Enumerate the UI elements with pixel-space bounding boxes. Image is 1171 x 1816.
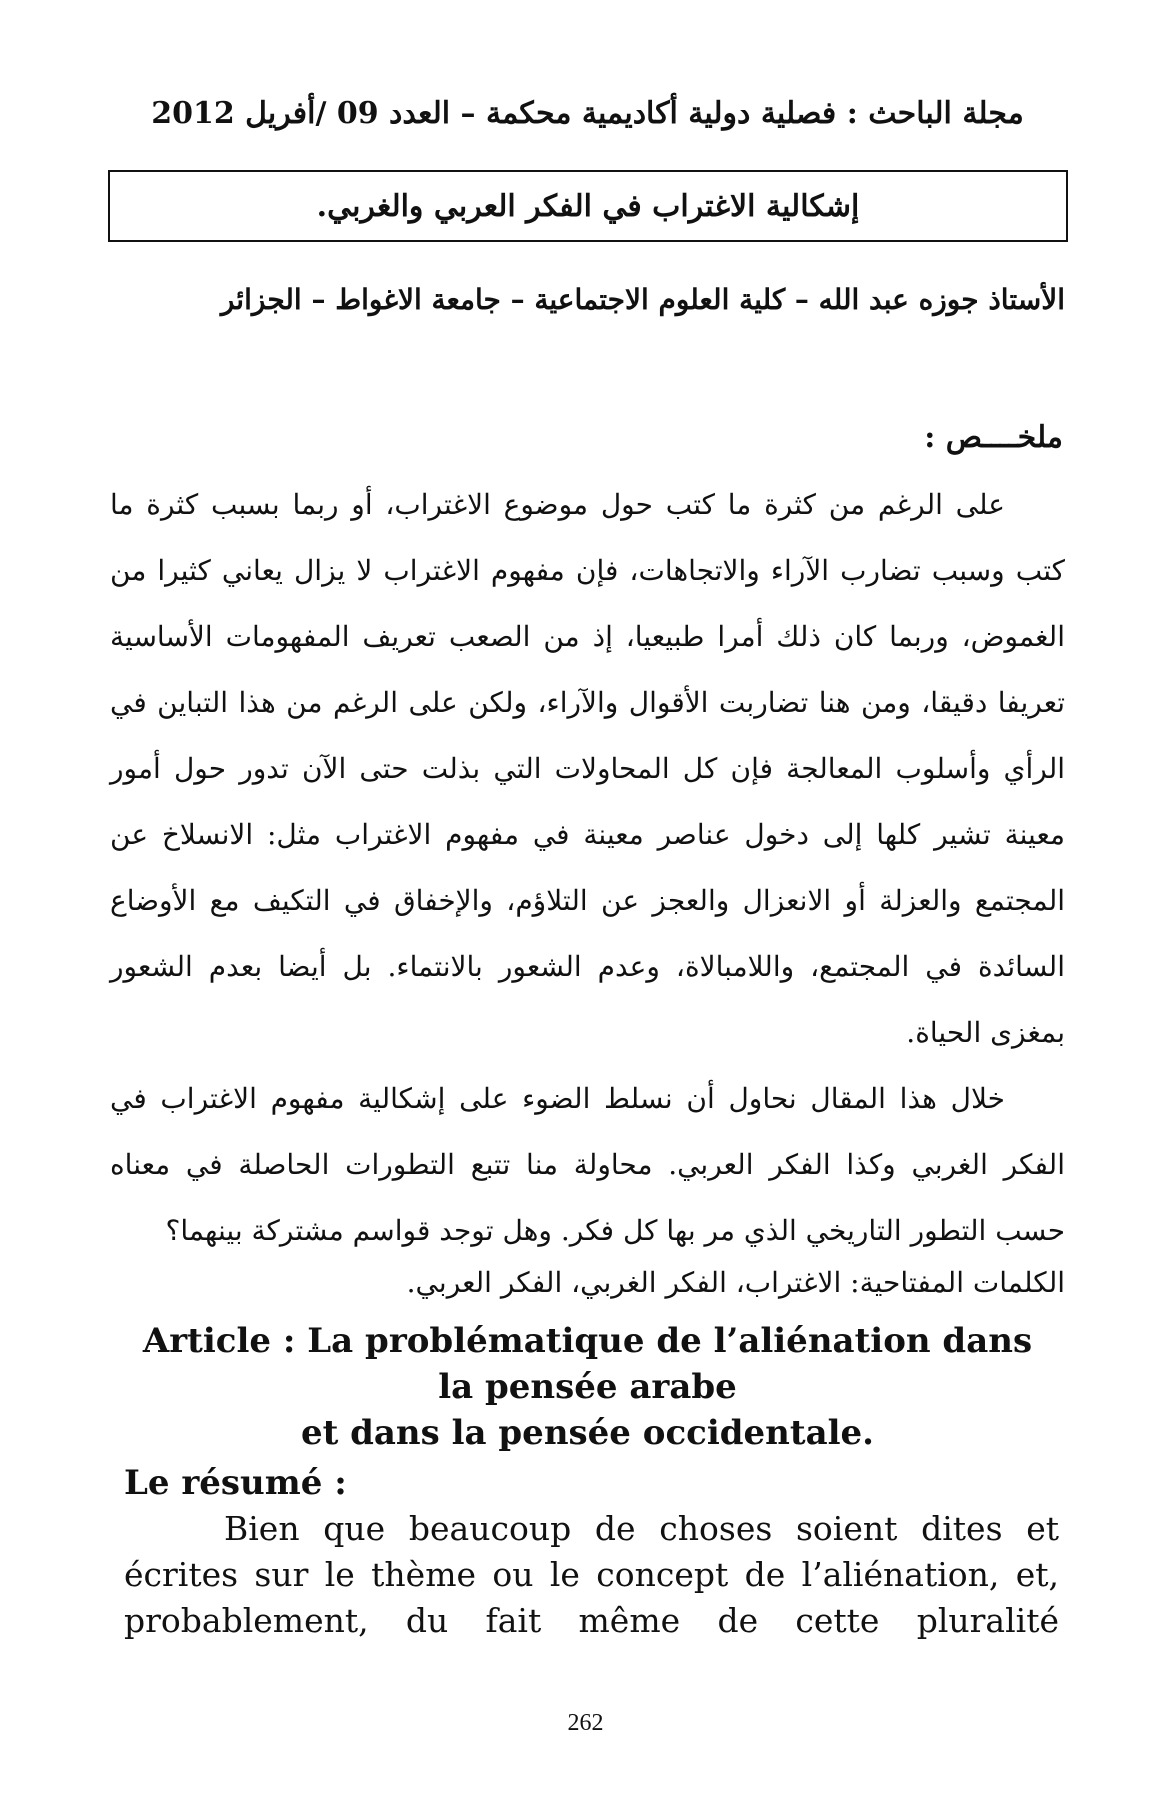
french-title-line-2: la pensée arabe <box>438 1367 737 1407</box>
abstract-paragraph-1 <box>110 472 1065 1066</box>
article-title-box <box>108 170 1068 242</box>
article-title-arabic: إشكالية الاغتراب في الفكر العربي والغربي. <box>316 188 860 224</box>
author-affiliation: الأستاذ جوزه عبد الله – كلية العلوم الاجتماعية – جامعة الاغواط – الجزائر <box>220 283 1065 316</box>
article-title-french <box>110 1318 1065 1456</box>
page-number: 262 <box>567 1710 604 1736</box>
french-summary-text: Bien que beaucoup de choses soient dites et écrites sur le thème ou le concept de l’aliénation, et, probablement, du fait même de cette pluralité <box>124 1509 1059 1640</box>
keywords-line: الكلمات المفتاحية: الاغتراب، الفكر الغربي، الفكر العربي. <box>406 1266 1065 1299</box>
journal-header: مجلة الباحث : فصلية دولية أكاديمية محكمة – العدد 09 /أفريل 2012 <box>151 96 1024 131</box>
french-summary-heading: Le résumé : <box>124 1463 347 1503</box>
abstract-paragraph-2-text: خلال هذا المقال نحاول أن نسلط الضوء على إشكالية مفهوم الاغتراب في الفكر الغربي وكذا الفكر العربي. محاولة منا تتبع التطورات الحاصلة في معناه حسب التطور التاريخي الذي مر بها كل فكر. وهل توجد قواسم مشتركة بينهما؟ <box>110 1082 1065 1247</box>
french-title-line-3: et dans la pensée occidentale. <box>300 1413 875 1453</box>
french-summary <box>124 1506 1059 1644</box>
abstract-paragraph-1-text: على الرغم من كثرة ما كتب حول موضوع الاغتراب، أو ربما بسبب كثرة ما كتب وسبب تضارب الآراء والاتجاهات، فإن مفهوم الاغتراب لا يزال يعاني كثيرا من الغموض، وربما كان ذلك أمرا طبيعيا، إذ من الصعب تعريف المفهومات الأساسية تعريفا دقيقا، ومن هنا تضاربت الأقوال والآراء، ولكن على الرغم من هذا التباين في الرأي وأسلوب المعالجة فإن كل المحاولات التي بذلت حتى الآن تدور حول أمور معينة تشير كلها إلى دخول عناصر معينة في مفهوم الاغتراب مثل: الانسلاخ عن المجتمع والعزلة أو الانعزال والعجز عن التلاؤم، والإخفاق في التكيف مع الأوضاع السائدة في المجتمع، واللامبالاة، وعدم الشعور بالانتماء. بل أيضا بعدم الشعور بمغزى الحياة. <box>110 488 1065 1049</box>
abstract-paragraph-2 <box>110 1066 1065 1264</box>
french-title-line-1: Article : La problématique de l’aliénation dans <box>142 1321 1033 1361</box>
abstract-heading-arabic: ملخــــص : <box>924 420 1063 455</box>
